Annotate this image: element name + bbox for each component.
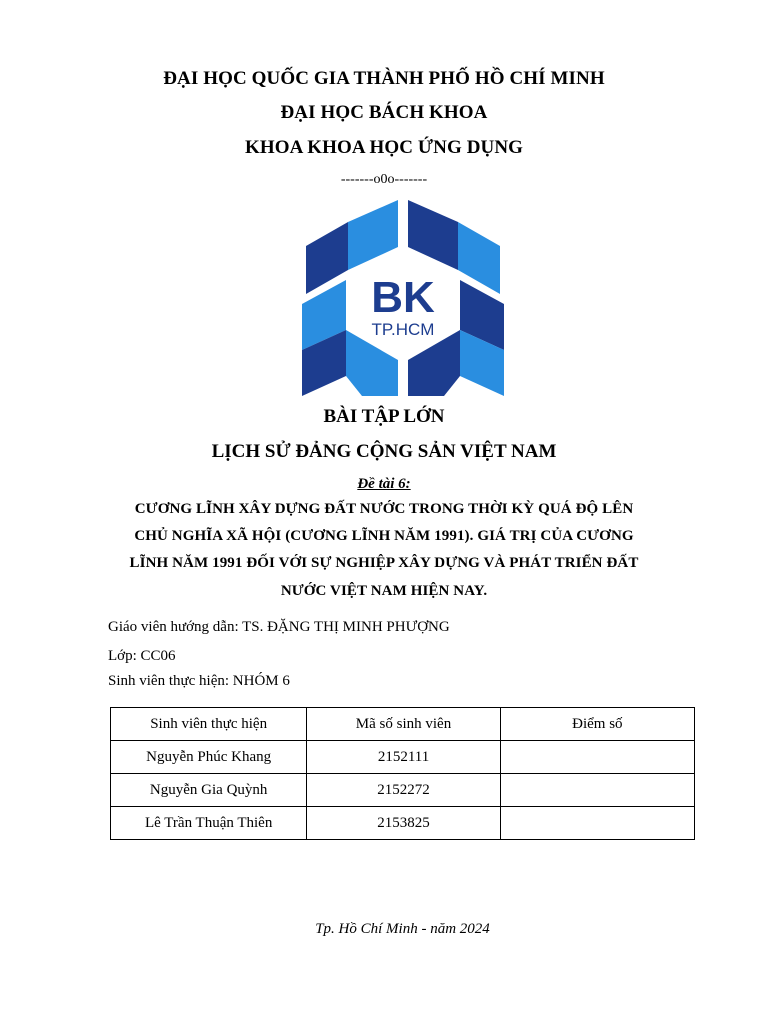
score-cell — [500, 807, 694, 840]
report-type: BÀI TẬP LỚN — [323, 406, 445, 427]
members-table — [110, 707, 695, 840]
topic-line: NƯỚC VIỆT NAM HIỆN NAY. — [280, 583, 488, 599]
table-header-cell: Mã số sinh viên — [307, 708, 500, 741]
faculty-name: KHOA KHOA HỌC ỨNG DỤNG — [244, 137, 524, 158]
table-header-cell: Sinh viên thực hiện — [111, 708, 307, 741]
table-header-cell: Điểm số — [500, 708, 694, 741]
score-cell — [500, 774, 694, 807]
logo-shape-top-left-face — [348, 200, 398, 270]
table-row — [111, 807, 695, 840]
table-header-row — [111, 708, 695, 741]
location-year: Tp. Hồ Chí Minh - năm 2024 — [315, 921, 490, 937]
header-separator: -------o0o------- — [340, 172, 428, 187]
subject-title: LỊCH SỬ ĐẢNG CỘNG SẢN VIỆT NAM — [211, 441, 557, 462]
student-id-cell: 2153825 — [307, 807, 500, 840]
student-id-cell: 2152111 — [307, 741, 500, 774]
bk-logo — [302, 200, 504, 396]
logo-text-bk: BK — [371, 273, 435, 322]
score-cell — [500, 741, 694, 774]
logo-shape-top-right-face — [408, 200, 458, 270]
table-row — [111, 774, 695, 807]
logo-shape-right-bottom — [408, 330, 460, 396]
student-id-cell: 2152272 — [307, 774, 500, 807]
topic-label: Đề tài 6: — [357, 476, 411, 492]
student-name-cell: Nguyễn Phúc Khang — [111, 741, 307, 774]
school-name: ĐẠI HỌC BÁCH KHOA — [280, 102, 488, 123]
topic-line: LĨNH NĂM 1991 ĐỐI VỚI SỰ NGHIỆP XÂY DỰNG VÀ PHÁT TRIỂN ĐẤT — [129, 555, 639, 571]
student-name-cell: Nguyễn Gia Quỳnh — [111, 774, 307, 807]
logo-shape-left-bottom — [346, 330, 398, 396]
topic-line: CHỦ NGHĨA XÃ HỘI (CƯƠNG LĨNH NĂM 1991). GIÁ TRỊ CỦA CƯƠNG — [134, 528, 634, 544]
student-name-cell: Lê Trần Thuận Thiên — [111, 807, 307, 840]
university-name: ĐẠI HỌC QUỐC GIA THÀNH PHỐ HỒ CHÍ MINH — [163, 68, 605, 89]
instructor-line: Giáo viên hướng dẫn: TS. ĐẶNG THỊ MINH PHƯỢNG — [108, 619, 450, 635]
class-line: Lớp: CC06 — [108, 648, 176, 664]
logo-text-city: TP.HCM — [371, 320, 435, 339]
table-row — [111, 741, 695, 774]
group-line: Sinh viên thực hiện: NHÓM 6 — [108, 673, 290, 689]
topic-line: CƯƠNG LĨNH XÂY DỰNG ĐẤT NƯỚC TRONG THỜI KỲ QUÁ ĐỘ LÊN — [134, 501, 634, 517]
